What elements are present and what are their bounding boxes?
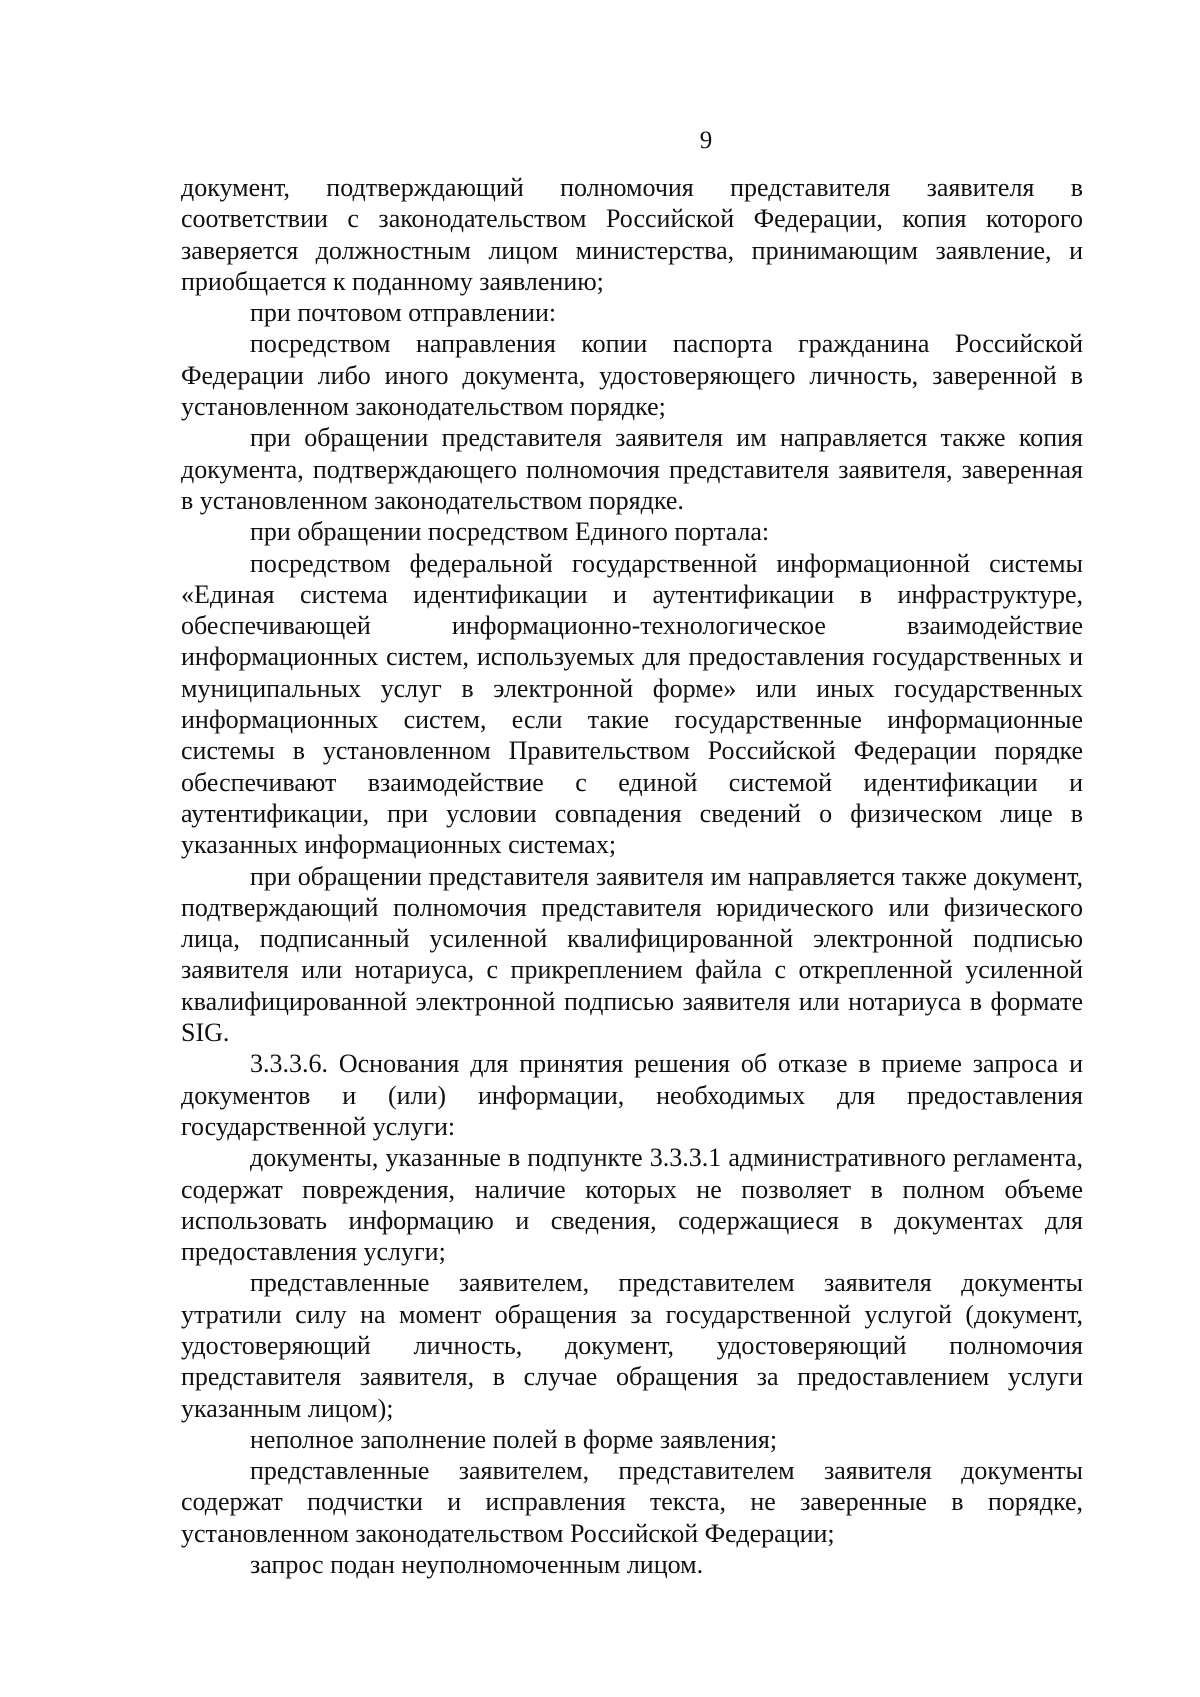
paragraph: при обращении посредством Единого портала: (250, 517, 770, 547)
paragraph: посредством направления копии паспорта гражданина Российской Федерации либо иного документа, удостоверяющего личность, заверенной в установленном законодательством порядке; (181, 329, 1083, 422)
page-number: 9 (699, 127, 713, 154)
paragraph: неполное заполнение полей в форме заявления; (250, 1424, 778, 1454)
paragraph: представленные заявителем, представителем заявителя документы содержат подчистки и исправления текста, не заверенные в порядке, установленном законодательством Российской Федерации; (181, 1456, 1083, 1548)
paragraph: запрос подан неуполномоченным лицом. (250, 1550, 704, 1580)
paragraph: посредством федеральной государственной информационной системы «Единая система идентификации и аутентификации в инфраструктуре, обеспечивающей информационно-технологическое взаимодействие информационных систем, используемых для предоставления государственных и муниципальных услуг в электронной форме» или иных государственных информационных систем, если такие государственные информационные системы в установленном Правительством Российской Федерации порядке обеспечивают взаимодействие с единой системой идентификации и аутентификации, при условии совпадения сведений о физическом лице в указанных информационных системах; (181, 548, 1083, 860)
paragraph: 3.3.3.6. Основания для принятия решения об отказе в приеме запроса и документов и (или) информации, необходимых для предоставления государственной услуги: (181, 1049, 1083, 1141)
paragraph: документы, указанные в подпункте 3.3.3.1 административного регламента, содержат повреждения, наличие которых не позволяет в полном объеме использовать информацию и сведения, содержащиеся в документах для предоставления услуги; (181, 1143, 1083, 1267)
paragraph: при почтовом отправлении: (250, 298, 557, 328)
paragraph: при обращении представителя заявителя им направляется также документ, подтверждающий полномочия представителя юридического или физического лица, подписанный усиленной квалифицированной электронной подписью заявителя или нотариуса, с прикреплением файла с открепленной усиленной квалифицированной электронной подписью заявителя или нотариуса в формате SIG. (181, 861, 1083, 1048)
paragraph: документ, подтверждающий полномочия представителя заявителя в соответствии с законодательством Российской Федерации, копия которого заверяется должностным лицом министерства, принимающим заявление, и приобщается к поданному заявлению; (181, 173, 1083, 296)
paragraph: при обращении представителя заявителя им направляется также копия документа, подтверждающего полномочия представителя заявителя, заверенная в установленном законодательством порядке. (181, 423, 1083, 515)
document-body (181, 172, 1083, 1580)
paragraph: представленные заявителем, представителем заявителя документы утратили силу на момент обращения за государственной услугой (документ, удостоверяющий личность, документ, удостоверяющий полномочия представителя заявителя, в случае обращения за предоставлением услуги указанным лицом); (181, 1268, 1083, 1423)
